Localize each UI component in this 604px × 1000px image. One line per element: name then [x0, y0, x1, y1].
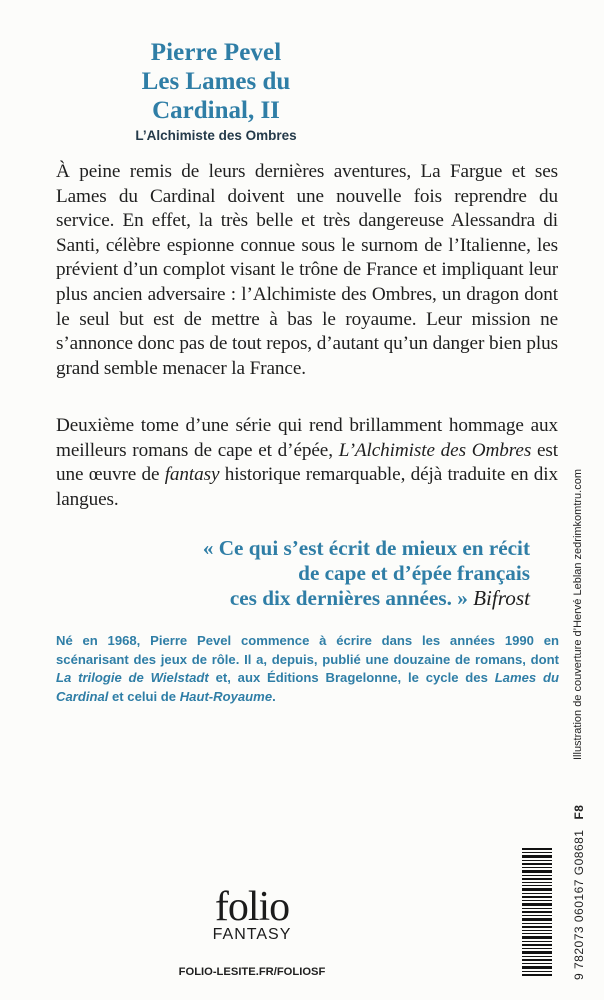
praise-paragraph [56, 414, 558, 512]
website-url: FOLIO-LESITE.FR/FOLIOSF [178, 966, 326, 978]
barcode [522, 848, 552, 976]
logo-brand: folio [214, 884, 290, 930]
folio-fantasy-logo [186, 884, 318, 944]
series-title: Les Lames du Cardinal, II [141, 68, 291, 124]
bio-text-3: et celui de [108, 688, 180, 704]
quote-line-3: ces dix dernières années. » [229, 585, 468, 610]
isbn-number: 9 782073 060167 G08681 [572, 829, 586, 980]
bio-work-3: Haut-Royaume [179, 688, 273, 704]
bio-work-2: Lames du Cardinal [56, 670, 559, 704]
praise-text-3: historique remarquable, déjà traduite en dix langues. [56, 464, 559, 510]
praise-title: L’Alchimiste des Ombres [338, 439, 532, 461]
price-code: F8 [572, 804, 586, 820]
bio-work-1: La trilogie de Wielstadt [56, 670, 209, 685]
praise-text-2: est une œuvre de [56, 439, 559, 486]
press-quote [70, 536, 530, 610]
praise-genre: fantasy [164, 464, 220, 486]
title-block [96, 38, 336, 143]
bio-text-4: . [272, 688, 276, 704]
logo-collection: FANTASY [212, 926, 292, 943]
author-name: Pierre Pevel [150, 39, 282, 66]
bio-text-2: et, aux Éditions Bragelonne, le cycle des [208, 670, 495, 685]
praise-text: Deuxième tome d’une série qui rend brillamment hommage aux meilleurs romans de cape et d’épée, [56, 415, 558, 461]
synopsis-paragraph: À peine remis de leurs dernières aventures, La Fargue et ses Lames du Cardinal doivent une nouvelle fois reprendre du service. En effet, la très belle et très dangereuse Alessandra di Santi, célèbre espionne connue sous le surnom de l’Italienne, les prévient d’un complot visant le trône de France et impliquant leur plus ancien adversaire : l’Alchimiste des Ombres, un dragon dont le seul but est de mettre à bas le royaume. Leur mission ne s’annonce donc pas de tout repos, d’autant qu’un danger bien plus grand semble menacer la France. [56, 161, 558, 379]
bio-text: Né en 1968, Pierre Pevel commence à écrire dans les années 1990 en scénarisant des jeux de rôle. Il a, depuis, publié une douzaine de romans, dont [56, 633, 559, 667]
quote-line-2: de cape et d’épée français [298, 560, 530, 585]
quote-line-1: « Ce qui s’est écrit de mieux en récit [202, 536, 530, 560]
quote-source: Bifrost [473, 585, 530, 610]
illustration-credit: Illustration de couverture d’Hervé Leblan zedrimkomtru.com [572, 468, 584, 760]
isbn-line [572, 770, 588, 980]
author-bio [56, 632, 559, 706]
book-subtitle: L’Alchimiste des Ombres [135, 128, 297, 143]
